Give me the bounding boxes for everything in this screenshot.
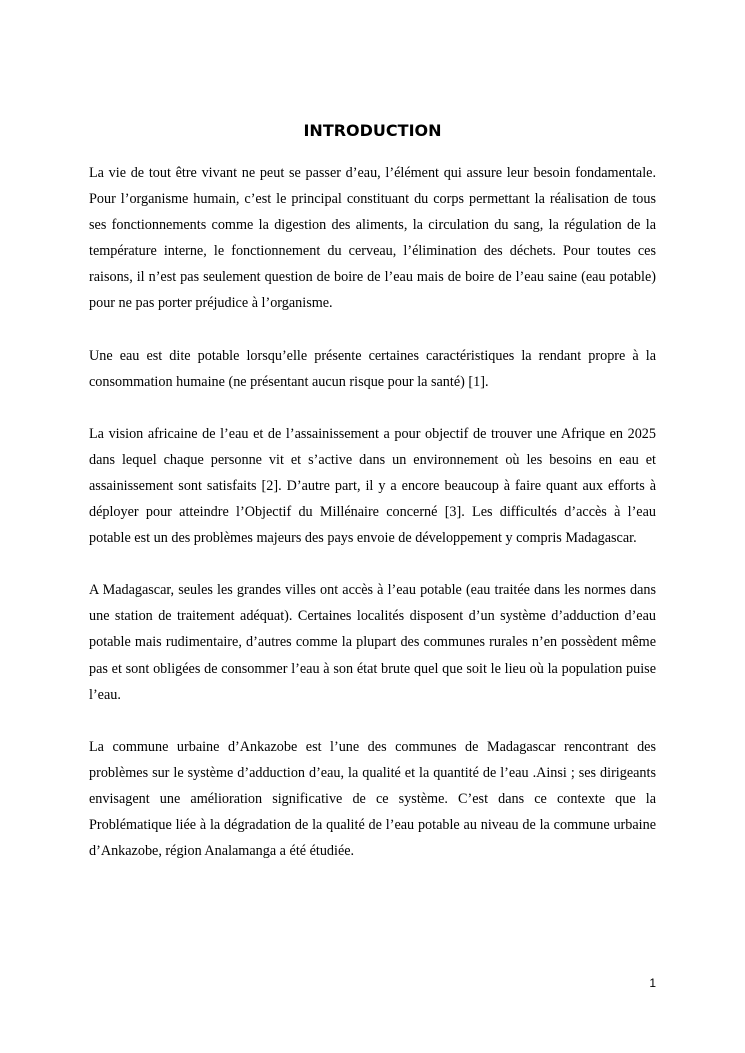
paragraph-potable-definition: Une eau est dite potable lorsqu’elle présente certaines caractéristiques la rendant propre à la consommation humaine (ne présentant aucun risque pour la santé) [1].	[89, 347, 656, 390]
paragraph-ankazobe-context: La commune urbaine d’Ankazobe est l’une des communes de Madagascar rencontrant des problèmes sur le système d’adduction d’eau, la qualité et la quantité de l’eau .Ainsi ; ses dirigeants envisagent une amélioration significative de ce système. C’est dans ce contexte que la Problématique liée à la dégradation de la qualité de l’eau potable au niveau de la commune urbaine d’Ankazobe, région Analamanga a été étudiée.	[89, 738, 656, 860]
page-number: 1	[649, 976, 656, 990]
body-text	[89, 160, 656, 890]
paragraph-madagascar-access: A Madagascar, seules les grandes villes ont accès à l’eau potable (eau traitée dans les normes dans une station de traitement adéquat). Certaines localités disposent d’un système d’adduction d’eau potable mais rudimentaire, d’autres comme la plupart des communes rurales n’en possèdent même pas et sont obligées de consommer l’eau à son état brute quel que soit le lieu où la population puise l’eau.	[89, 582, 656, 703]
page-title: INTRODUCTION	[303, 121, 442, 140]
paragraph-water-importance: La vie de tout être vivant ne peut se passer d’eau, l’élément qui assure leur besoin fondamentale. Pour l’organisme humain, c’est le principal constituant du corps permettant la réalisation de tous ses fonctionnements comme la digestion des aliments, la circulation du sang, la régulation de la température interne, le fonctionnement du cerveau, l’élimination des déchets. Pour toutes ces raisons, il n’est pas seulement question de boire de l’eau mais de boire de l’eau saine (eau potable) pour ne pas porter préjudice à l’organisme.	[89, 165, 656, 312]
paragraph-african-vision: La vision africaine de l’eau et de l’assainissement a pour objectif de trouver une Afrique en 2025 dans lequel chaque personne vit et s’active dans un environnement où les besoins en eau et assainissement sont satisfaits [2]. D’autre part, il y a encore beaucoup à faire quant aux efforts à déployer pour atteindre l’Objectif du Millénaire concerné [3]. Les difficultés d’accès à l’eau potable est un des problèmes majeurs des pays envoie de développement y compris Madagascar.	[89, 425, 656, 547]
